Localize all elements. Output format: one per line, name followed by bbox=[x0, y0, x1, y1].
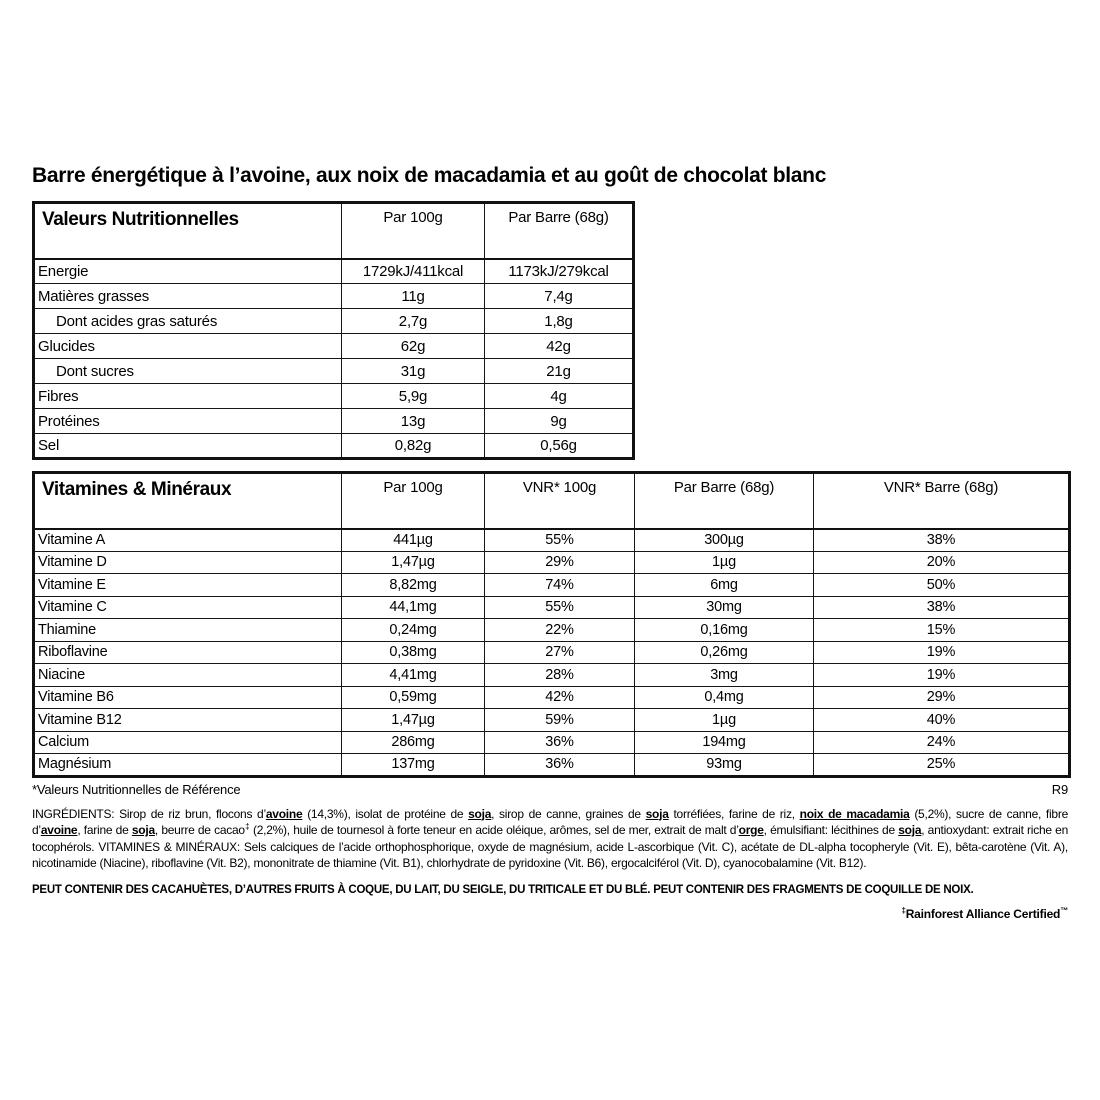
vitamin-label: Vitamine B12 bbox=[34, 709, 342, 732]
nutrient-value-per-bar: 9g bbox=[485, 409, 634, 434]
ingredient-segment: INGRÉDIENTS: Sirop de riz brun, flocons d’ bbox=[32, 806, 266, 821]
table-row bbox=[34, 574, 1070, 597]
vitamin-vnr-per-bar: 20% bbox=[814, 551, 1070, 574]
vitamin-value-per-bar: 194mg bbox=[635, 731, 814, 754]
nutrition-facts-title: Valeurs Nutritionnelles bbox=[34, 203, 342, 259]
column-header-per-100g: Par 100g bbox=[342, 473, 485, 529]
vitamin-vnr-per-bar: 19% bbox=[814, 641, 1070, 664]
nutrition-facts-table bbox=[32, 201, 635, 460]
dagger-mark: ‡ bbox=[901, 906, 906, 915]
vitamin-vnr-per-100g: 36% bbox=[485, 754, 635, 777]
ingredient-segment: avoine bbox=[265, 806, 303, 821]
vitamin-label: Vitamine D bbox=[34, 551, 342, 574]
vitamin-value-per-bar: 3mg bbox=[635, 664, 814, 687]
vitamin-value-per-bar: 0,4mg bbox=[635, 686, 814, 709]
vitamin-vnr-per-100g: 27% bbox=[485, 641, 635, 664]
vitamin-vnr-per-bar: 50% bbox=[814, 574, 1070, 597]
nutrient-value-per-100g: 2,7g bbox=[342, 309, 485, 334]
vitamin-value-per-bar: 0,26mg bbox=[635, 641, 814, 664]
certification-text: Rainforest Alliance Certified bbox=[905, 907, 1061, 921]
vitamins-minerals-title: Vitamines & Minéraux bbox=[34, 473, 342, 529]
table-row bbox=[34, 334, 634, 359]
vitamin-vnr-per-bar: 38% bbox=[814, 529, 1070, 552]
vitamin-label: Riboflavine bbox=[34, 641, 342, 664]
nutrient-label: Sel bbox=[34, 434, 342, 459]
nutrient-value-per-bar: 42g bbox=[485, 334, 634, 359]
vitamin-label: Vitamine E bbox=[34, 574, 342, 597]
ingredient-segment: orge bbox=[738, 823, 764, 837]
vitamin-value-per-bar: 93mg bbox=[635, 754, 814, 777]
vitamin-value-per-bar: 300µg bbox=[635, 529, 814, 552]
nutrient-value-per-100g: 62g bbox=[342, 334, 485, 359]
vitamin-vnr-per-100g: 55% bbox=[485, 596, 635, 619]
nutrient-label: Dont acides gras saturés bbox=[34, 309, 342, 334]
vitamin-value-per-100g: 0,59mg bbox=[342, 686, 485, 709]
nutrition-facts-header-row bbox=[34, 203, 634, 259]
table-row bbox=[34, 409, 634, 434]
vitamin-label: Calcium bbox=[34, 731, 342, 754]
ingredient-segment: , antioxydant: extrait riche en tocophérols. VITAMINES & MINÉRAUX: Sels calciques de l’acide orthophosphorique, oxyde de magnésium, acide L-ascorbique (Vit. C), acétate de DL-alpha tocopheryle (Vit. E), bêta-carotène (Vit. A), nicotinamide (Niacine), riboflavine (Vit. B2), mononitrate de thiamine (Vit. B1), chlorhydrate de pyridoxine (Vit. B6), ergocalciférol (Vit. D), cyanocobalamine (Vit. B12). bbox=[32, 823, 1068, 870]
ingredient-segment: , farine de bbox=[77, 823, 132, 837]
vitamin-vnr-per-100g: 36% bbox=[485, 731, 635, 754]
ingredient-segment: , beurre de cacao bbox=[154, 823, 245, 837]
nutrient-value-per-100g: 11g bbox=[342, 284, 485, 309]
vitamins-minerals-table bbox=[32, 471, 1071, 778]
label-content bbox=[32, 164, 1068, 933]
table-row bbox=[34, 596, 1070, 619]
vitamin-value-per-100g: 1,47µg bbox=[342, 551, 485, 574]
vitamin-vnr-per-100g: 29% bbox=[485, 551, 635, 574]
nutrient-value-per-100g: 1729kJ/411kcal bbox=[342, 259, 485, 284]
table-row bbox=[34, 434, 634, 459]
vitamin-value-per-100g: 8,82mg bbox=[342, 574, 485, 597]
vitamin-value-per-100g: 0,24mg bbox=[342, 619, 485, 642]
nutrient-label: Matières grasses bbox=[34, 284, 342, 309]
nutrient-value-per-100g: 0,82g bbox=[342, 434, 485, 459]
table-row bbox=[34, 754, 1070, 777]
column-header-vnr-bar: VNR* Barre (68g) bbox=[814, 473, 1070, 529]
table-row bbox=[34, 259, 634, 284]
nutrient-value-per-bar: 0,56g bbox=[485, 434, 634, 459]
ingredient-segment: soja bbox=[468, 806, 492, 821]
vitamin-vnr-per-bar: 38% bbox=[814, 596, 1070, 619]
vitamin-label: Magnésium bbox=[34, 754, 342, 777]
vitamin-value-per-100g: 137mg bbox=[342, 754, 485, 777]
table-row bbox=[34, 731, 1070, 754]
vitamin-value-per-100g: 0,38mg bbox=[342, 641, 485, 664]
vitamin-vnr-per-100g: 42% bbox=[485, 686, 635, 709]
ingredient-segment: avoine bbox=[40, 823, 78, 837]
vitamin-value-per-100g: 44,1mg bbox=[342, 596, 485, 619]
vitamin-value-per-100g: 1,47µg bbox=[342, 709, 485, 732]
vitamin-vnr-per-100g: 59% bbox=[485, 709, 635, 732]
nutrient-value-per-bar: 21g bbox=[485, 359, 634, 384]
vitamin-vnr-per-100g: 55% bbox=[485, 529, 635, 552]
allergen-warning: PEUT CONTENIR DES CACAHUÈTES, D’AUTRES FRUITS À COQUE, DU LAIT, DU SEIGLE, DU TRITICALE ET DU BLÉ. PEUT CONTENIR DES FRAGMENTS DE COQUILLE DE NOIX. bbox=[32, 883, 974, 896]
vitamin-value-per-100g: 286mg bbox=[342, 731, 485, 754]
table-row bbox=[34, 551, 1070, 574]
vitamin-vnr-per-100g: 28% bbox=[485, 664, 635, 687]
nutrient-value-per-100g: 31g bbox=[342, 359, 485, 384]
nutrient-label: Energie bbox=[34, 259, 342, 284]
ingredient-segment: soja bbox=[898, 823, 922, 837]
ingredient-segment: (2,2%), huile de tournesol à forte teneur en acide oléique, arômes, sel de mer, extrait de malt d’ bbox=[249, 823, 739, 837]
ingredient-segment: noix de macadamia bbox=[799, 806, 910, 821]
nutrient-label: Dont sucres bbox=[34, 359, 342, 384]
column-header-per-bar: Par Barre (68g) bbox=[485, 203, 634, 259]
reference-footnote bbox=[32, 782, 1068, 797]
table-row bbox=[34, 641, 1070, 664]
column-header-per-100g: Par 100g bbox=[342, 203, 485, 259]
vitamin-label: Niacine bbox=[34, 664, 342, 687]
table-row bbox=[34, 529, 1070, 552]
table-row bbox=[34, 384, 634, 409]
vitamin-value-per-100g: 441µg bbox=[342, 529, 485, 552]
vitamin-vnr-per-bar: 15% bbox=[814, 619, 1070, 642]
column-header-per-bar: Par Barre (68g) bbox=[635, 473, 814, 529]
vitamin-label: Vitamine B6 bbox=[34, 686, 342, 709]
ingredient-segment: soja bbox=[645, 806, 669, 821]
vitamin-value-per-bar: 30mg bbox=[635, 596, 814, 619]
vitamin-vnr-per-bar: 24% bbox=[814, 731, 1070, 754]
table-row bbox=[34, 709, 1070, 732]
nutrient-value-per-100g: 5,9g bbox=[342, 384, 485, 409]
nutrient-value-per-100g: 13g bbox=[342, 409, 485, 434]
vitamin-value-per-100g: 4,41mg bbox=[342, 664, 485, 687]
nutrient-label: Protéines bbox=[34, 409, 342, 434]
product-title: Barre énergétique à l’avoine, aux noix de macadamia et au goût de chocolat blanc bbox=[32, 164, 827, 187]
reference-footnote-text: *Valeurs Nutritionnelles de Référence bbox=[32, 781, 241, 797]
vitamin-vnr-per-bar: 29% bbox=[814, 686, 1070, 709]
table-row bbox=[34, 359, 634, 384]
ingredient-segment: (14,3%), isolat de protéine de bbox=[302, 806, 469, 821]
vitamin-label: Vitamine C bbox=[34, 596, 342, 619]
table-row bbox=[34, 284, 634, 309]
vitamin-vnr-per-bar: 40% bbox=[814, 709, 1070, 732]
vitamin-value-per-bar: 1µg bbox=[635, 551, 814, 574]
vitamin-value-per-bar: 6mg bbox=[635, 574, 814, 597]
nutrient-value-per-bar: 1173kJ/279kcal bbox=[485, 259, 634, 284]
ingredient-segment: torréfiées, farine de riz, bbox=[668, 806, 800, 821]
vitamin-value-per-bar: 0,16mg bbox=[635, 619, 814, 642]
vitamin-label: Thiamine bbox=[34, 619, 342, 642]
trademark-mark: ™ bbox=[1060, 906, 1068, 915]
nutrient-label: Glucides bbox=[34, 334, 342, 359]
nutrient-value-per-bar: 4g bbox=[485, 384, 634, 409]
ingredient-segment: (5,2%), sucre de canne, fibre d’ bbox=[32, 806, 1069, 837]
vitamin-label: Vitamine A bbox=[34, 529, 342, 552]
vitamin-vnr-per-100g: 74% bbox=[485, 574, 635, 597]
ingredients-paragraph bbox=[32, 806, 1068, 872]
ingredient-segment: ‡ bbox=[244, 822, 250, 831]
ingredient-segment: soja bbox=[131, 823, 155, 837]
nutrient-value-per-bar: 7,4g bbox=[485, 284, 634, 309]
ingredient-segment: , sirop de canne, graines de bbox=[491, 806, 646, 821]
table-row bbox=[34, 309, 634, 334]
reference-code: R9 bbox=[1051, 781, 1068, 797]
table-row bbox=[34, 686, 1070, 709]
nutrient-value-per-bar: 1,8g bbox=[485, 309, 634, 334]
table-row bbox=[34, 619, 1070, 642]
certification-note bbox=[32, 907, 1068, 921]
ingredient-segment: , émulsifiant: lécithines de bbox=[763, 823, 899, 837]
vitamin-vnr-per-bar: 25% bbox=[814, 754, 1070, 777]
vitamin-vnr-per-bar: 19% bbox=[814, 664, 1070, 687]
vitamin-value-per-bar: 1µg bbox=[635, 709, 814, 732]
column-header-vnr-100g: VNR* 100g bbox=[485, 473, 635, 529]
nutrient-label: Fibres bbox=[34, 384, 342, 409]
table-row bbox=[34, 664, 1070, 687]
vitamin-vnr-per-100g: 22% bbox=[485, 619, 635, 642]
vitamins-header-row bbox=[34, 473, 1070, 529]
